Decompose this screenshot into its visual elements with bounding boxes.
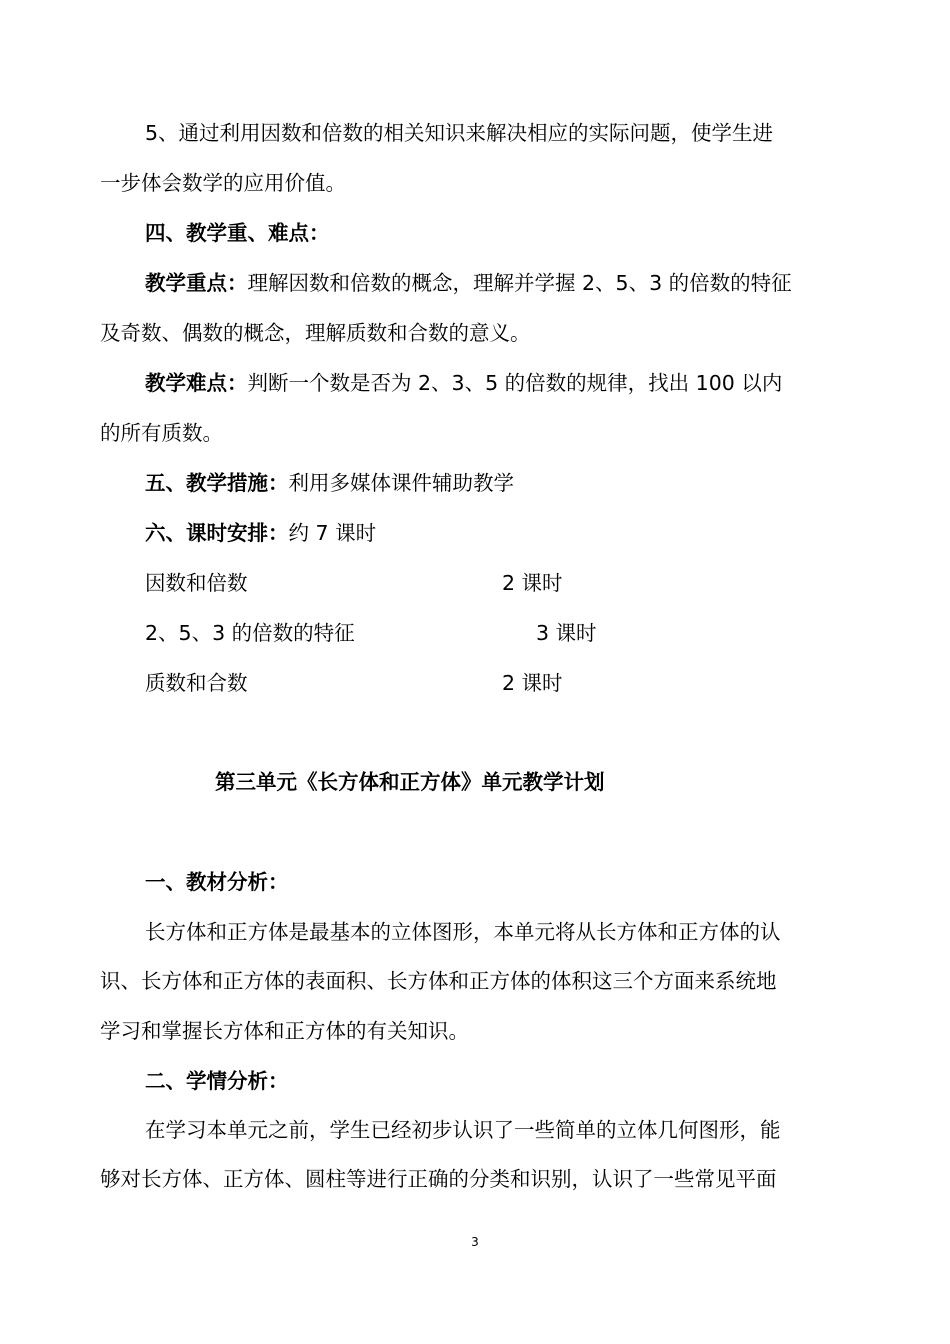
schedule-topic: 因数和倍数 xyxy=(145,571,248,595)
unit-3-section-1-heading: 一、教材分析： xyxy=(145,870,289,894)
paragraph-5-line-1: 5、通过利用因数和倍数的相关知识来解决相应的实际问题，使学生进 xyxy=(145,121,774,145)
unit-3-section-2-heading: 二、学情分析： xyxy=(145,1069,289,1093)
unit-3-section-1-line-2: 识、长方体和正方体的表面积、长方体和正方体的体积这三个方面来系统地 xyxy=(100,969,777,993)
key-points-text: 理解因数和倍数的概念，理解并学握 2、5、3 的倍数的特征 xyxy=(247,271,792,295)
difficult-points-line-1 xyxy=(145,368,905,398)
section-6-line xyxy=(145,518,905,548)
section-5-text: 利用多媒体课件辅助教学 xyxy=(288,471,514,495)
difficult-points-line-2: 的所有质数。 xyxy=(100,421,223,445)
section-4-heading: 四、教学重、难点： xyxy=(145,221,330,245)
unit-3-section-2-line-2: 够对长方体、正方体、圆柱等进行正确的分类和识别，认识了一些常见平面 xyxy=(100,1167,777,1191)
key-points-line-2: 及奇数、偶数的概念，理解质数和合数的意义。 xyxy=(100,321,531,345)
schedule-hours: 3 课时 xyxy=(536,621,597,645)
key-points-line-1 xyxy=(145,268,905,298)
unit-3-section-1-line-3: 学习和掌握长方体和正方体的有关知识。 xyxy=(100,1019,469,1043)
schedule-topic: 质数和合数 xyxy=(145,671,248,695)
difficult-points-label: 教学难点： xyxy=(145,371,248,395)
section-5-line xyxy=(145,468,905,498)
difficult-points-text: 判断一个数是否为 2、3、5 的倍数的规律，找出 100 以内 xyxy=(247,371,783,395)
schedule-hours: 2 课时 xyxy=(502,671,563,695)
section-5-heading: 五、教学措施： xyxy=(145,471,289,495)
key-points-label: 教学重点： xyxy=(145,271,248,295)
schedule-topic: 2、5、3 的倍数的特征 xyxy=(145,621,355,645)
unit-3-section-1-line-1: 长方体和正方体是最基本的立体图形，本单元将从长方体和正方体的认 xyxy=(145,920,781,944)
page-number: 3 xyxy=(471,1235,479,1249)
section-6-text: 约 7 课时 xyxy=(288,521,377,545)
unit-3-section-2-line-1: 在学习本单元之前，学生已经初步认识了一些简单的立体几何图形，能 xyxy=(145,1118,781,1142)
unit-3-title: 第三单元《长方体和正方体》单元教学计划 xyxy=(215,770,605,794)
schedule-hours: 2 课时 xyxy=(502,571,563,595)
section-6-heading: 六、课时安排： xyxy=(145,521,289,545)
paragraph-5-line-2: 一步体会数学的应用价值。 xyxy=(100,171,346,195)
